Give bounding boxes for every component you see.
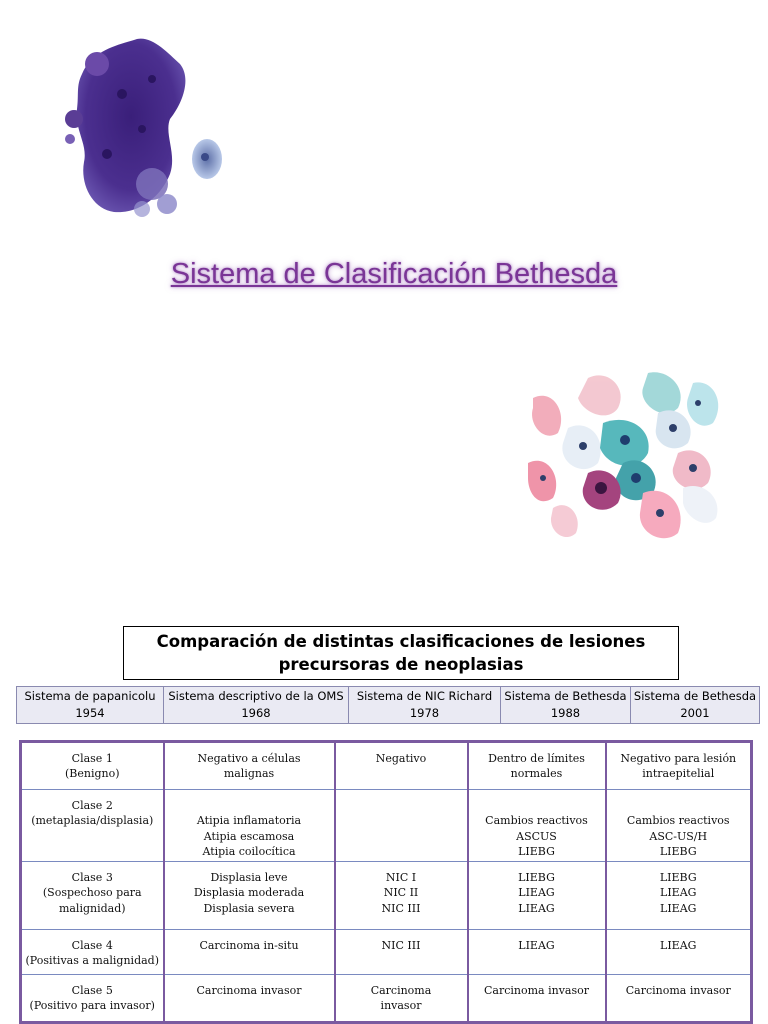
cell-line: Clase 2 bbox=[71, 799, 113, 812]
header-name: Sistema de papanicolu bbox=[24, 689, 156, 703]
cell-line: Carcinoma invasor bbox=[483, 984, 589, 998]
slide-title: Sistema de Clasificación Bethesda bbox=[170, 258, 618, 290]
header-nic-richard bbox=[349, 687, 501, 724]
table-row bbox=[21, 975, 752, 1023]
cell-line: malignidad) bbox=[58, 901, 126, 915]
cell-line: LIEAG bbox=[660, 901, 697, 915]
cell-line: invasor bbox=[380, 999, 422, 1013]
table-cell bbox=[606, 975, 752, 1023]
header-year: 1968 bbox=[241, 706, 271, 720]
header-year: 1978 bbox=[409, 706, 440, 720]
cell-line: Negativo para lesión bbox=[620, 752, 737, 765]
cell-line: NIC III bbox=[381, 901, 421, 915]
table-cell bbox=[468, 742, 606, 790]
cell-line: Cambios reactivos bbox=[485, 814, 588, 828]
cell-line: ASCUS bbox=[516, 829, 557, 843]
cell-line: (metaplasia/displasia) bbox=[31, 814, 154, 828]
caption-line-2: precursoras de neoplasias bbox=[278, 655, 524, 674]
cell-line: (Sospechoso para bbox=[42, 886, 142, 900]
cell-line: Clase 1 bbox=[71, 752, 113, 765]
caption-line-1: Comparación de distintas clasificaciones de lesiones bbox=[156, 632, 646, 651]
classification-table bbox=[19, 740, 753, 1024]
table-cell bbox=[164, 975, 335, 1023]
pap-smear-image bbox=[528, 368, 728, 546]
table-cell bbox=[164, 790, 335, 862]
cell-line bbox=[168, 798, 331, 813]
cell-line: normales bbox=[510, 767, 563, 781]
header-bethesda-2001 bbox=[631, 687, 760, 724]
cell-line: NIC I bbox=[385, 871, 417, 885]
table-cell bbox=[335, 930, 468, 975]
table-cell bbox=[335, 975, 468, 1023]
cell-line: Carcinoma invasor bbox=[625, 984, 731, 998]
cell-line: LIEBG bbox=[518, 871, 555, 885]
cell-line: Cambios reactivos bbox=[626, 814, 730, 828]
table-cell bbox=[468, 862, 606, 930]
cell-line: Atipia escamosa bbox=[203, 829, 295, 843]
cell-line: Clase 5 bbox=[71, 984, 113, 998]
cell-line: LIEAG bbox=[660, 939, 697, 953]
table-cell bbox=[164, 742, 335, 790]
cell-line: Displasia leve bbox=[210, 871, 288, 885]
table-cell bbox=[468, 790, 606, 862]
table-row bbox=[21, 862, 752, 930]
table-cell bbox=[606, 930, 752, 975]
header-oms bbox=[164, 687, 349, 724]
table-cell bbox=[335, 790, 468, 862]
cell-line: Carcinoma in-situ bbox=[199, 939, 299, 953]
cell-line: NIC III bbox=[381, 939, 421, 953]
header-name: Sistema de Bethesda bbox=[633, 689, 757, 703]
cell-line bbox=[610, 798, 748, 813]
table-cell bbox=[335, 742, 468, 790]
classification-table-body bbox=[21, 742, 752, 1023]
cell-line: ASC-US/H bbox=[649, 829, 708, 843]
cell-line: LIEAG bbox=[518, 901, 555, 915]
cell-line: Clase 3 bbox=[71, 871, 113, 885]
table-row bbox=[21, 742, 752, 790]
cell-line: (Positivo para invasor) bbox=[29, 999, 155, 1013]
cell-line: Displasia severa bbox=[203, 901, 295, 915]
cell-line: malignas bbox=[223, 767, 275, 781]
table-cell bbox=[164, 862, 335, 930]
cell-line: NIC II bbox=[383, 886, 419, 900]
cell-line: intraepitelial bbox=[642, 767, 715, 781]
table-cell bbox=[21, 790, 164, 862]
table-cell bbox=[606, 742, 752, 790]
cytology-image-top bbox=[52, 34, 232, 226]
header-name: Sistema de NIC Richard bbox=[356, 689, 493, 703]
table-cell bbox=[606, 862, 752, 930]
cell-line: Negativo bbox=[375, 752, 427, 765]
table-cell bbox=[468, 975, 606, 1023]
cell-line: Displasia moderada bbox=[193, 886, 305, 900]
header-name: Sistema descriptivo de la OMS bbox=[168, 689, 344, 703]
header-year: 1988 bbox=[550, 706, 581, 720]
classification-header-table bbox=[16, 686, 760, 724]
cell-line: LIEBG bbox=[659, 844, 697, 858]
table-caption bbox=[123, 626, 679, 680]
table-row bbox=[21, 930, 752, 975]
cell-line: Dentro de límites bbox=[488, 752, 585, 765]
table-cell bbox=[606, 790, 752, 862]
cell-line: Carcinoma bbox=[370, 984, 432, 998]
cell-line: Atipia inflamatoria bbox=[196, 814, 302, 828]
header-name: Sistema de Bethesda bbox=[504, 689, 627, 703]
cell-line: (Positivas a malignidad) bbox=[25, 954, 160, 968]
table-cell bbox=[468, 930, 606, 975]
table-cell bbox=[21, 862, 164, 930]
table-cell bbox=[21, 742, 164, 790]
header-year: 2001 bbox=[680, 706, 710, 720]
cell-line: Clase 4 bbox=[71, 939, 113, 953]
table-cell bbox=[335, 862, 468, 930]
header-papanicolau bbox=[17, 687, 164, 724]
table-cell bbox=[164, 930, 335, 975]
cell-line: Carcinoma invasor bbox=[196, 984, 302, 998]
cell-line bbox=[472, 798, 602, 813]
cell-line: LIEBG bbox=[659, 871, 697, 885]
cell-line: LIEAG bbox=[518, 886, 555, 900]
header-year: 1954 bbox=[75, 706, 105, 720]
cell-line: LIEAG bbox=[518, 939, 555, 953]
cell-line: (Benigno) bbox=[64, 767, 120, 781]
table-row bbox=[21, 790, 752, 862]
table-cell bbox=[21, 930, 164, 975]
cell-line: Negativo a células bbox=[197, 752, 301, 765]
cell-line: Atipia coilocítica bbox=[202, 844, 296, 858]
header-bethesda-1988 bbox=[501, 687, 631, 724]
cell-line: LIEBG bbox=[518, 844, 555, 858]
table-cell bbox=[21, 975, 164, 1023]
cell-line: LIEAG bbox=[660, 886, 697, 900]
